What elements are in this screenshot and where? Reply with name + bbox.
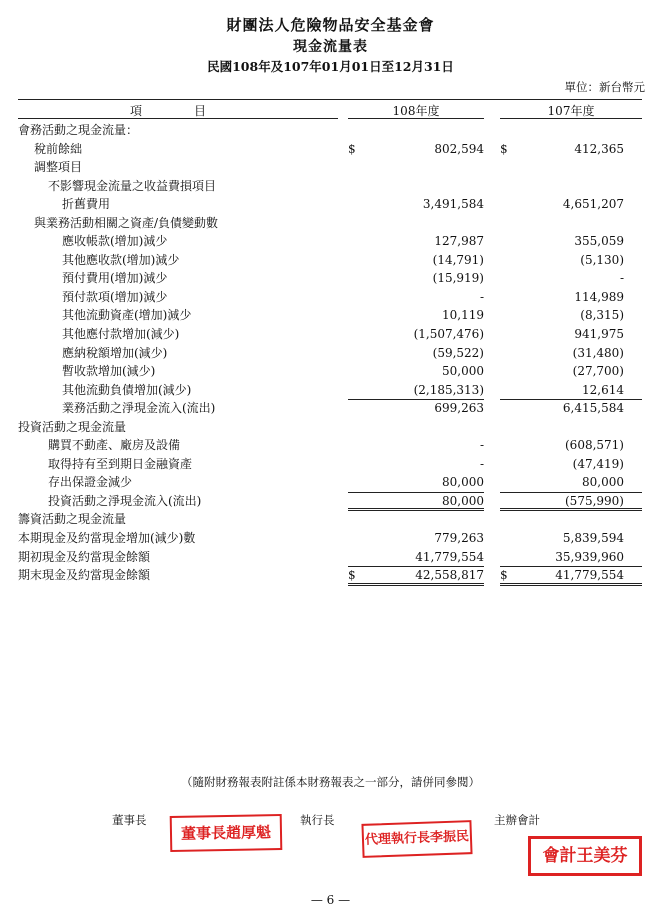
table-row: [18, 455, 642, 474]
row-label: 其他流動資產(增加)減少: [62, 308, 192, 323]
value-108: 779,263: [434, 531, 484, 546]
chairman-seal: 董事長趙厚魁: [170, 814, 283, 852]
row-label: 籌資活動之現金流量: [18, 512, 127, 527]
ceo-label: 執行長: [300, 813, 335, 827]
table-row: [18, 251, 642, 270]
table-row: [18, 195, 642, 214]
currency-symbol-108: $: [348, 141, 356, 156]
row-label: 其他應付款增加(減少): [62, 327, 180, 342]
row-label: 期初現金及約當現金餘額: [18, 549, 151, 564]
statement-title: 現金流量表: [293, 39, 368, 55]
column-header-item: 項 目: [129, 104, 226, 118]
table-row: [18, 362, 642, 381]
value-107: -: [619, 271, 624, 286]
statement-period: 民國108年及107年01月01日至12月31日: [207, 59, 454, 74]
row-label: 投資活動之淨現金流入(流出): [48, 493, 202, 508]
row-label: 其他應收款(增加)減少: [62, 252, 180, 267]
value-107: 80,000: [582, 475, 624, 490]
subtotal-rule: [500, 492, 642, 493]
column-header-107: 107年度: [547, 104, 595, 118]
table-row: [18, 214, 642, 233]
value-107: 6,415,584: [562, 401, 624, 416]
accountant-label: 主辦會計: [494, 813, 540, 827]
org-name: 財團法人危險物品安全基金會: [226, 16, 435, 34]
value-108: 80,000: [442, 493, 484, 508]
table-row: [18, 436, 642, 455]
row-label: 應納稅額增加(減少): [62, 345, 168, 360]
page-number: — 6 —: [310, 893, 351, 907]
chairman-label: 董事長: [112, 813, 147, 827]
row-label: 期末現金及約當現金餘額: [18, 568, 151, 583]
value-107: 355,059: [574, 234, 624, 249]
value-108: -: [479, 289, 484, 304]
value-108: 127,987: [434, 234, 484, 249]
subtotal-rule: [500, 399, 642, 400]
currency-unit: 單位：新台幣元: [564, 80, 645, 94]
value-107: (31,480): [572, 345, 624, 360]
value-107: 41,779,554: [555, 568, 624, 583]
value-108: 80,000: [442, 475, 484, 490]
value-107: 35,939,960: [555, 549, 624, 564]
value-108: (15,919): [432, 271, 484, 286]
cash-flow-table: [18, 121, 642, 585]
table-row: [18, 492, 642, 511]
table-row: [18, 288, 642, 307]
value-108: 3,491,584: [422, 197, 484, 212]
currency-symbol-107: $: [500, 568, 508, 583]
subtotal-rule: [348, 566, 484, 567]
table-row: [18, 510, 642, 529]
table-row: [18, 306, 642, 325]
value-108: 41,779,554: [415, 549, 484, 564]
value-107: 4,651,207: [562, 197, 624, 212]
value-108: 42,558,817: [415, 568, 484, 583]
table-row: [18, 325, 642, 344]
value-107: (27,700): [572, 364, 624, 379]
value-108: -: [479, 438, 484, 453]
row-label: 折舊費用: [62, 197, 111, 212]
value-107: 5,839,594: [562, 531, 624, 546]
currency-symbol-108: $: [348, 568, 356, 583]
subtotal-rule: [348, 399, 484, 400]
header-rule-107: [500, 118, 642, 119]
table-row: [18, 418, 642, 437]
value-108: (14,791): [432, 252, 484, 267]
row-label: 投資活動之現金流量: [18, 419, 127, 434]
value-107: 12,614: [582, 382, 624, 397]
value-107: (608,571): [565, 438, 624, 453]
row-label: 暫收款增加(減少): [62, 364, 156, 379]
row-label: 預付款項(增加)減少: [62, 289, 168, 304]
value-107: 114,989: [574, 289, 624, 304]
value-108: 10,119: [442, 308, 484, 323]
row-label: 應收帳款(增加)減少: [62, 234, 168, 249]
header-rule-108: [348, 118, 484, 119]
row-label: 預付費用(增加)減少: [62, 271, 168, 286]
table-row: [18, 269, 642, 288]
value-108: 50,000: [442, 364, 484, 379]
table-row: [18, 121, 642, 140]
header-rule-item: [18, 118, 338, 119]
row-label: 稅前餘絀: [34, 141, 83, 156]
currency-symbol-107: $: [500, 141, 508, 156]
total-double-rule: [348, 583, 484, 586]
value-107: (47,419): [572, 456, 624, 471]
value-108: 802,594: [434, 141, 484, 156]
table-row: [18, 158, 642, 177]
row-label: 與業務活動相關之資產/負債變動數: [34, 215, 219, 230]
table-row: [18, 232, 642, 251]
row-label: 本期現金及約當現金增加(減少)數: [18, 531, 196, 546]
header-top-rule: [18, 99, 642, 100]
table-row: [18, 177, 642, 196]
table-header: [18, 102, 642, 118]
row-label: 不影響現金流量之收益費損項目: [48, 178, 217, 193]
table-row: [18, 529, 642, 548]
row-label: 存出保證金減少: [48, 475, 133, 490]
row-label: 購買不動產、廠房及設備: [48, 438, 181, 453]
value-107: (8,315): [580, 308, 624, 323]
footnote: （隨附財務報表附註係本財務報表之一部分，請併同參閱）: [181, 775, 480, 789]
table-row: [18, 381, 642, 400]
accountant-seal: 會計王美芬: [528, 836, 642, 876]
row-label: 會務活動之現金流量：: [18, 123, 139, 137]
column-header-108: 108年度: [392, 104, 440, 118]
value-108: -: [479, 456, 484, 471]
total-double-rule: [500, 583, 642, 586]
row-label: 業務活動之淨現金流入(流出): [62, 401, 216, 416]
row-label: 其他流動負債增加(減少): [62, 382, 192, 397]
value-108: (59,522): [432, 345, 484, 360]
table-row: [18, 344, 642, 363]
value-108: (1,507,476): [413, 327, 484, 342]
table-row: [18, 548, 642, 567]
subtotal-rule: [348, 492, 484, 493]
table-row: [18, 566, 642, 585]
subtotal-rule: [500, 566, 642, 567]
value-107: 941,975: [574, 327, 624, 342]
ceo-seal: 代理執行長李振民: [361, 820, 472, 858]
table-row: [18, 140, 642, 159]
table-row: [18, 399, 642, 418]
value-108: 699,263: [434, 401, 484, 416]
value-107: (575,990): [565, 493, 624, 508]
value-107: 412,365: [574, 141, 624, 156]
value-108: (2,185,313): [413, 382, 484, 397]
table-row: [18, 473, 642, 492]
row-label: 取得持有至到期日金融資產: [48, 456, 193, 471]
value-107: (5,130): [580, 252, 624, 267]
row-label: 調整項目: [34, 160, 83, 175]
